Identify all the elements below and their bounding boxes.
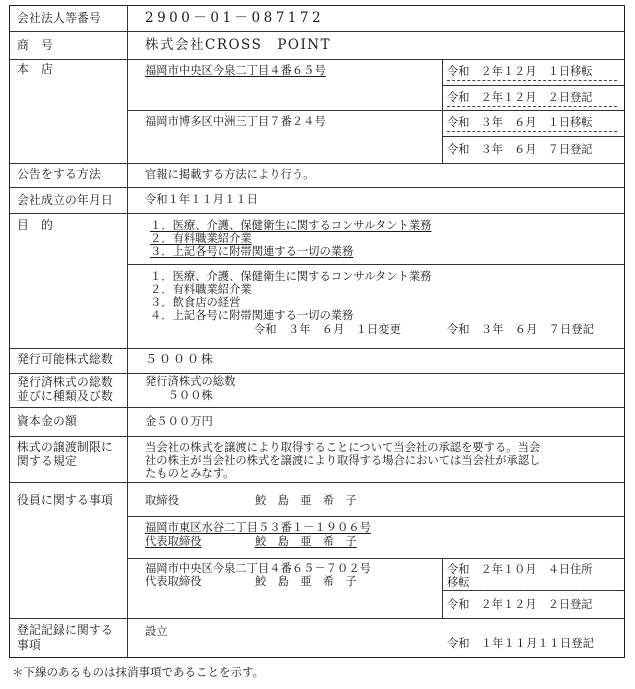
officer-event-line: 移転 (447, 576, 470, 589)
director-name: 鮫 島 亜 希 子 (255, 494, 357, 507)
purpose-old-line: ２．有料職業紹介業 (150, 232, 252, 245)
officer-event-line: 令和 ２年１０月 ４日住所 (447, 563, 593, 576)
head-office-old-event: 令和 ２年１２月 １日移転 (447, 65, 593, 78)
officers-date-divider (442, 558, 443, 618)
registry-table (9, 5, 625, 658)
authorized-shares-value: ５０００株 (145, 352, 216, 366)
record-label-line: 登記記録に関する (17, 623, 113, 637)
head-office-old-address: 福岡市中央区今泉二丁目４番６５号 (145, 64, 326, 77)
head-office-new-registered: 令和 ３年 ６月 ７日登記 (447, 143, 593, 156)
trade-name-label: 商 号 (17, 38, 53, 52)
capital-label: 資本金の額 (17, 414, 77, 428)
purpose-registered-date: 令和 ３年 ６月 ７日登記 (447, 323, 594, 336)
public-notice-value: 官報に掲載する方法により行う。 (145, 168, 315, 181)
strike-dash (447, 106, 617, 107)
officer-old-address: 福岡市東区水谷二丁目５３番１－１９０６号 (145, 521, 371, 534)
head-office-date-divider (442, 59, 443, 163)
row-divider (10, 348, 624, 349)
record-value: 設立 (145, 625, 168, 638)
row-divider (10, 373, 624, 374)
issued-shares-label-line: 発行済株式の総数 (17, 375, 113, 389)
corp-number-value: 2900－01－087172 (145, 10, 325, 26)
officer-old-rep-title: 代表取締役 (145, 535, 202, 548)
purpose-new-line: ４．上記各号に附帯関連する一切の業務 (150, 309, 354, 322)
authorized-shares-label: 発行可能株式総数 (17, 352, 113, 366)
officer-new-rep-title: 代表取締役 (145, 575, 202, 588)
corp-number-label: 会社法人等番号 (17, 11, 101, 25)
purpose-changed-date: 令和 ３年 ６月 １日変更 (254, 323, 401, 336)
head-office-old-registered: 令和 ２年１２月 ２日登記 (447, 91, 593, 104)
transfer-restriction-label-line: 株式の譲渡制限に (17, 440, 113, 454)
row-divider (10, 163, 624, 164)
officer-old-rep-name: 鮫 島 亜 希 子 (255, 535, 357, 548)
transfer-restriction-line: 社の株主が当会社の株式を譲渡により取得する場合においては当会社が承認し (145, 454, 541, 467)
purpose-old-line: １．医療、介護、保健衛生に関するコンサルタント業務 (150, 219, 432, 232)
head-office-new-address: 福岡市博多区中洲三丁目７番２４号 (145, 115, 326, 128)
strike-dash (447, 131, 617, 132)
purpose-new-line: １．医療、介護、保健衛生に関するコンサルタント業務 (150, 270, 432, 283)
issued-shares-line: 発行済株式の総数 (145, 375, 236, 388)
record-registered-date: 令和 １年１１月１１日登記 (447, 637, 594, 650)
row-divider (10, 213, 624, 214)
purpose-old-line: ３．上記各号に附帯関連する一切の業務 (150, 245, 354, 258)
head-office-new-event: 令和 ３年 ６月 １日移転 (447, 116, 593, 129)
purpose-label: 目 的 (17, 218, 53, 232)
row-divider (10, 436, 624, 437)
row-divider (10, 31, 624, 32)
officer-entry-divider (127, 558, 624, 559)
head-office-entry-divider (127, 110, 624, 111)
row-divider (10, 482, 624, 483)
transfer-restriction-line: 当会社の株式を譲渡により取得することについて当会社の承認を要する。当会 (145, 441, 541, 454)
row-divider (10, 407, 624, 408)
purpose-entry-divider (127, 264, 624, 265)
transfer-restriction-label-line: 関する規定 (17, 454, 77, 468)
capital-value: 金５００万円 (145, 415, 213, 428)
officer-new-address: 福岡市中央区今泉二丁目４番６５－７０２号 (145, 562, 371, 575)
officer-new-rep-name: 鮫 島 亜 希 子 (255, 575, 357, 588)
trade-name-value: 株式会社CROSS POINT (145, 37, 332, 53)
strike-dash (447, 590, 617, 591)
row-divider (10, 618, 624, 619)
purpose-new-line: ２．有料職業紹介業 (150, 283, 252, 296)
date-cell-divider (442, 136, 624, 137)
officer-entry-divider (127, 516, 624, 517)
row-divider (10, 59, 624, 60)
footnote: ＊下線のあるものは抹消事項であることを示す。 (12, 665, 265, 679)
officer-registered-date: 令和 ２年１２月 ２日登記 (447, 598, 593, 611)
transfer-restriction-line: たものとみなす。 (145, 467, 235, 480)
purpose-new-line: ３．飲食店の経営 (150, 296, 241, 309)
officers-label: 役員に関する事項 (17, 493, 113, 507)
label-column-divider (127, 6, 128, 657)
record-label-line: 事項 (17, 638, 41, 652)
established-value: 令和１年１１月１１日 (145, 193, 258, 206)
established-label: 会社成立の年月日 (17, 193, 113, 207)
head-office-label: 本 店 (17, 62, 53, 76)
date-cell-divider (442, 85, 624, 86)
row-divider (10, 187, 624, 188)
issued-shares-line: ５００株 (145, 389, 213, 402)
public-notice-label: 公告をする方法 (17, 167, 101, 181)
strike-dash (447, 80, 617, 81)
director-title: 取締役 (145, 494, 179, 507)
issued-shares-label-line: 並びに種類及び数 (17, 389, 113, 403)
